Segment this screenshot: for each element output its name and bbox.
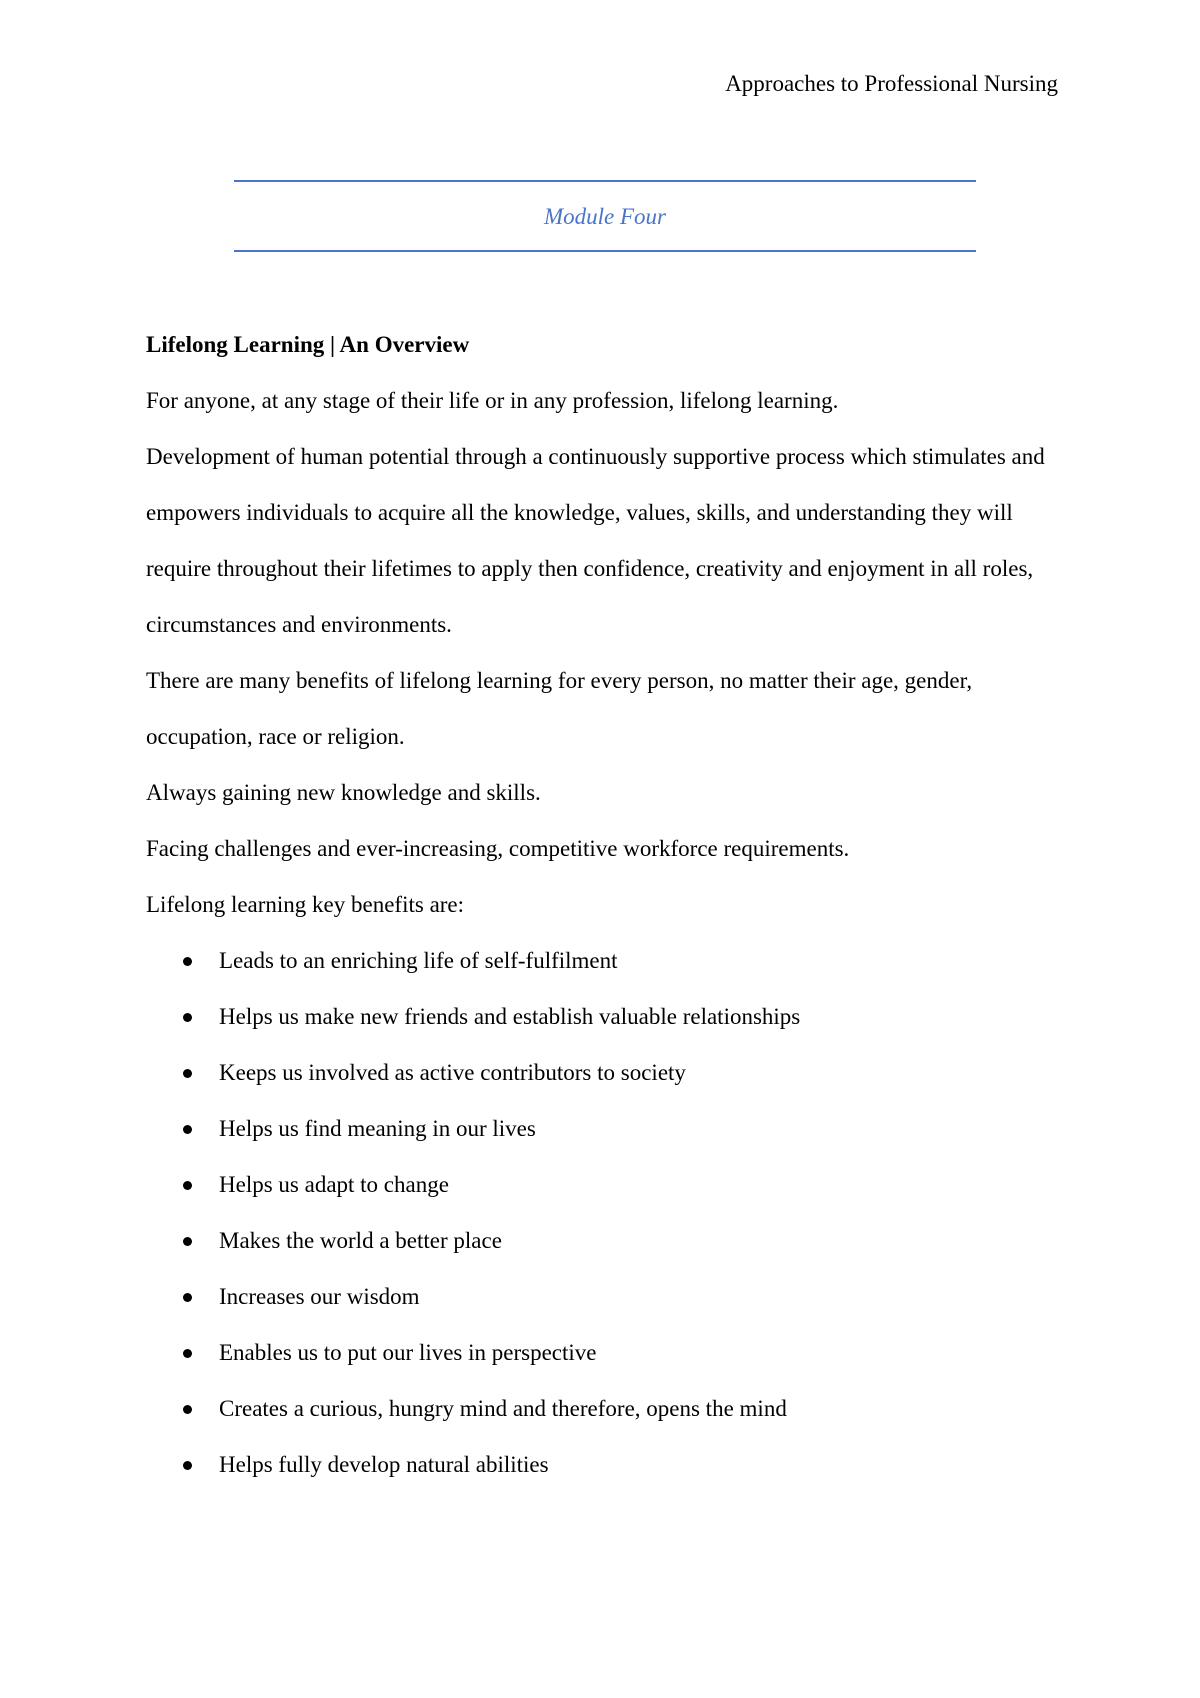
list-item-text: Helps us adapt to change — [219, 1172, 449, 1197]
section-heading: Lifelong Learning | An Overview — [146, 332, 470, 357]
list-item-text: Increases our wisdom — [219, 1284, 420, 1309]
paragraph: Development of human potential through a continuously supportive process which stimulates and empowers individuals to acquire all the knowledge, values, skills, and understanding they will require throughout their lifetimes to apply then confidence, creativity and enjoyment in all roles, circumstances and environments. — [146, 444, 1045, 637]
bullet-dot-icon — [183, 1181, 192, 1190]
paragraph: Facing challenges and ever-increasing, competitive workforce requirements. — [146, 836, 850, 861]
paragraph: For anyone, at any stage of their life or in any profession, lifelong learning. — [146, 388, 839, 413]
benefits-list — [146, 933, 1066, 1493]
module-title: Module Four — [543, 204, 666, 229]
list-item — [146, 989, 1066, 1045]
paragraph: There are many benefits of lifelong learning for every person, no matter their age, gender, occupation, race or religion. — [146, 668, 973, 749]
bullet-dot-icon — [183, 957, 192, 966]
list-item — [146, 1381, 1066, 1437]
list-item — [146, 1101, 1066, 1157]
list-item-text: Creates a curious, hungry mind and therefore, opens the mind — [219, 1396, 787, 1421]
document-body — [146, 317, 1066, 1493]
list-item — [146, 1269, 1066, 1325]
list-item — [146, 1325, 1066, 1381]
list-item-text: Enables us to put our lives in perspective — [219, 1340, 597, 1365]
list-item — [146, 1437, 1066, 1493]
bullet-dot-icon — [183, 1013, 192, 1022]
list-item-text: Helps fully develop natural abilities — [219, 1452, 549, 1477]
bullet-dot-icon — [183, 1349, 192, 1358]
module-title-block — [234, 180, 976, 254]
list-intro: Lifelong learning key benefits are: — [146, 892, 465, 917]
list-item-text: Leads to an enriching life of self-fulfilment — [219, 948, 618, 973]
module-bottom-rule — [234, 250, 976, 252]
bullet-dot-icon — [183, 1125, 192, 1134]
module-top-rule — [234, 180, 976, 182]
list-item-text: Keeps us involved as active contributors to society — [219, 1060, 686, 1085]
paragraph: Always gaining new knowledge and skills. — [146, 780, 541, 805]
bullet-dot-icon — [183, 1461, 192, 1470]
bullet-dot-icon — [183, 1405, 192, 1414]
list-item-text: Helps us find meaning in our lives — [219, 1116, 536, 1141]
list-item — [146, 1157, 1066, 1213]
bullet-dot-icon — [183, 1293, 192, 1302]
list-item — [146, 933, 1066, 989]
bullet-dot-icon — [183, 1069, 192, 1078]
list-item-text: Makes the world a better place — [219, 1228, 502, 1253]
bullet-dot-icon — [183, 1237, 192, 1246]
list-item-text: Helps us make new friends and establish valuable relationships — [219, 1004, 801, 1029]
list-item — [146, 1045, 1066, 1101]
list-item — [146, 1213, 1066, 1269]
running-header: Approaches to Professional Nursing — [725, 71, 1058, 96]
